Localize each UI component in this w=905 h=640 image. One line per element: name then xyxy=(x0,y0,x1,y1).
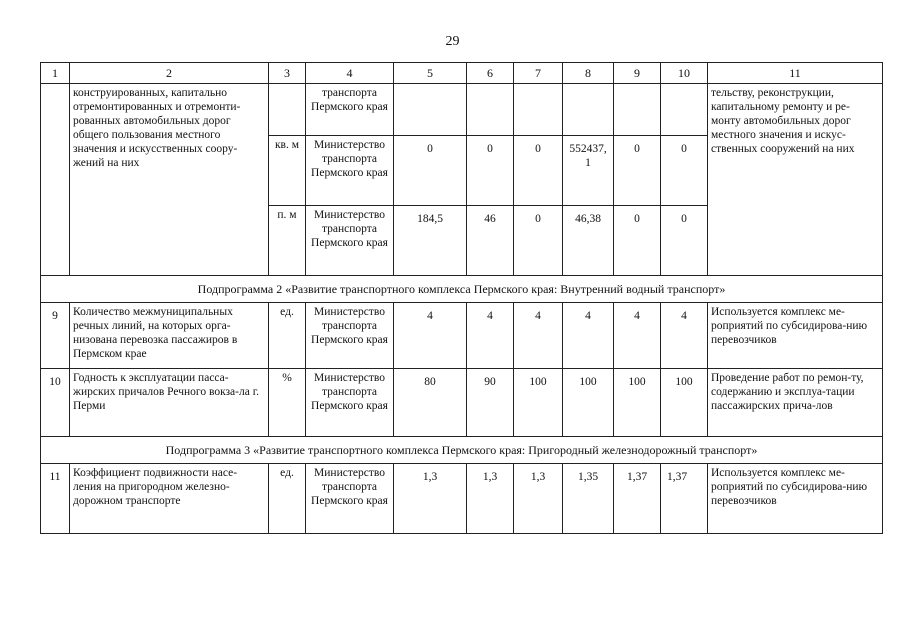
value-cell: 1,3 xyxy=(514,464,563,534)
value-cell: 1,3 xyxy=(394,464,467,534)
subprogram-row xyxy=(41,437,883,464)
header-col-8: 8 xyxy=(563,63,614,84)
value-cell: 1,3 xyxy=(467,464,514,534)
header-col-3: 3 xyxy=(269,63,306,84)
agency-cell: Министерство транспорта Пермского края xyxy=(306,206,394,276)
row-number: 11 xyxy=(41,464,70,534)
page-number: 29 xyxy=(445,34,460,49)
table-row xyxy=(41,464,883,534)
subprogram-row xyxy=(41,276,883,303)
unit-cell: кв. м xyxy=(269,136,306,206)
header-col-4: 4 xyxy=(306,63,394,84)
header-row xyxy=(41,63,883,84)
value-cell: 1,37 xyxy=(661,464,708,534)
agency-cell: Министерство транспорта Пермского края xyxy=(306,303,394,369)
value-cell: 1,37 xyxy=(614,464,661,534)
indicators-table xyxy=(40,62,883,534)
value-cell: 46 xyxy=(467,206,514,276)
action-cell: Проведение работ по ремон-ту, содержанию и эксплуа-тации пассажирских прича-лов xyxy=(708,369,883,437)
header-col-11: 11 xyxy=(708,63,883,84)
value-cell: 552437, 1 xyxy=(563,136,614,206)
value-cell: 0 xyxy=(614,136,661,206)
unit-cell xyxy=(269,84,306,136)
value-cell xyxy=(514,84,563,136)
header-col-2: 2 xyxy=(70,63,269,84)
unit-cell: ед. xyxy=(269,303,306,369)
row-number-cell xyxy=(41,84,70,276)
value-cell: 4 xyxy=(661,303,708,369)
value-cell: 0 xyxy=(514,206,563,276)
header-col-5: 5 xyxy=(394,63,467,84)
value-cell: 0 xyxy=(467,136,514,206)
table-row xyxy=(41,369,883,437)
value-cell xyxy=(394,84,467,136)
value-cell: 100 xyxy=(661,369,708,437)
value-cell: 80 xyxy=(394,369,467,437)
value-cell: 4 xyxy=(467,303,514,369)
action-cell: Используется комплекс ме-роприятий по субсидирова-нию перевозчиков xyxy=(708,303,883,369)
indicator-cell: Количество межмуниципальных речных линий, на которых орга-низована перевозка пассажиров в Пермском крае xyxy=(70,303,269,369)
agency-cell: транспорта Пермского края xyxy=(306,84,394,136)
value-cell: 0 xyxy=(614,206,661,276)
header-col-9: 9 xyxy=(614,63,661,84)
value-cell: 4 xyxy=(563,303,614,369)
header-col-10: 10 xyxy=(661,63,708,84)
subprogram-3-title: Подпрограмма 3 «Развитие транспортного комплекса Пермского края: Пригородный железнодорожный транспорт» xyxy=(41,437,883,464)
value-cell: 0 xyxy=(394,136,467,206)
value-cell: 4 xyxy=(394,303,467,369)
value-cell: 0 xyxy=(514,136,563,206)
value-cell: 46,38 xyxy=(563,206,614,276)
value-cell: 100 xyxy=(563,369,614,437)
value-cell: 1,35 xyxy=(563,464,614,534)
indicator-cell: Годность к эксплуатации пасса-жирских причалов Речного вокза-ла г. Перми xyxy=(70,369,269,437)
value-cell: 90 xyxy=(467,369,514,437)
agency-cell: Министерство транспорта Пермского края xyxy=(306,369,394,437)
action-cell: тельству, реконструкции, капитальному ремонту и ре-монту автомобильных дорог местного значения и искус-ственных сооружений на них xyxy=(708,84,883,276)
table-row xyxy=(41,303,883,369)
value-cell xyxy=(467,84,514,136)
row-number: 10 xyxy=(41,369,70,437)
value-cell: 4 xyxy=(614,303,661,369)
value-cell: 100 xyxy=(514,369,563,437)
indicator-cell: Коэффициент подвижности насе-ления на пригородном железно-дорожном транспорте xyxy=(70,464,269,534)
value-cell: 4 xyxy=(514,303,563,369)
subprogram-2-title: Подпрограмма 2 «Развитие транспортного комплекса Пермского края: Внутренний водный транспорт» xyxy=(41,276,883,303)
agency-cell: Министерство транспорта Пермского края xyxy=(306,464,394,534)
unit-cell: ед. xyxy=(269,464,306,534)
table-row xyxy=(41,84,883,136)
header-col-6: 6 xyxy=(467,63,514,84)
value-cell: 0 xyxy=(661,136,708,206)
header-col-1: 1 xyxy=(41,63,70,84)
row-number: 9 xyxy=(41,303,70,369)
value-cell: 100 xyxy=(614,369,661,437)
value-cell: 0 xyxy=(661,206,708,276)
header-col-7: 7 xyxy=(514,63,563,84)
value-cell xyxy=(614,84,661,136)
action-cell: Используется комплекс ме-роприятий по субсидирова-нию перевозчиков xyxy=(708,464,883,534)
value-cell xyxy=(563,84,614,136)
value-cell: 184,5 xyxy=(394,206,467,276)
unit-cell: % xyxy=(269,369,306,437)
indicator-cell: конструированных, капитально отремонтированных и отремонти-рованных автомобильных дорог общего пользования местного значения и искусственных соору-жений на них xyxy=(70,84,269,276)
value-cell xyxy=(661,84,708,136)
agency-cell: Министерство транспорта Пермского края xyxy=(306,136,394,206)
unit-cell: п. м xyxy=(269,206,306,276)
